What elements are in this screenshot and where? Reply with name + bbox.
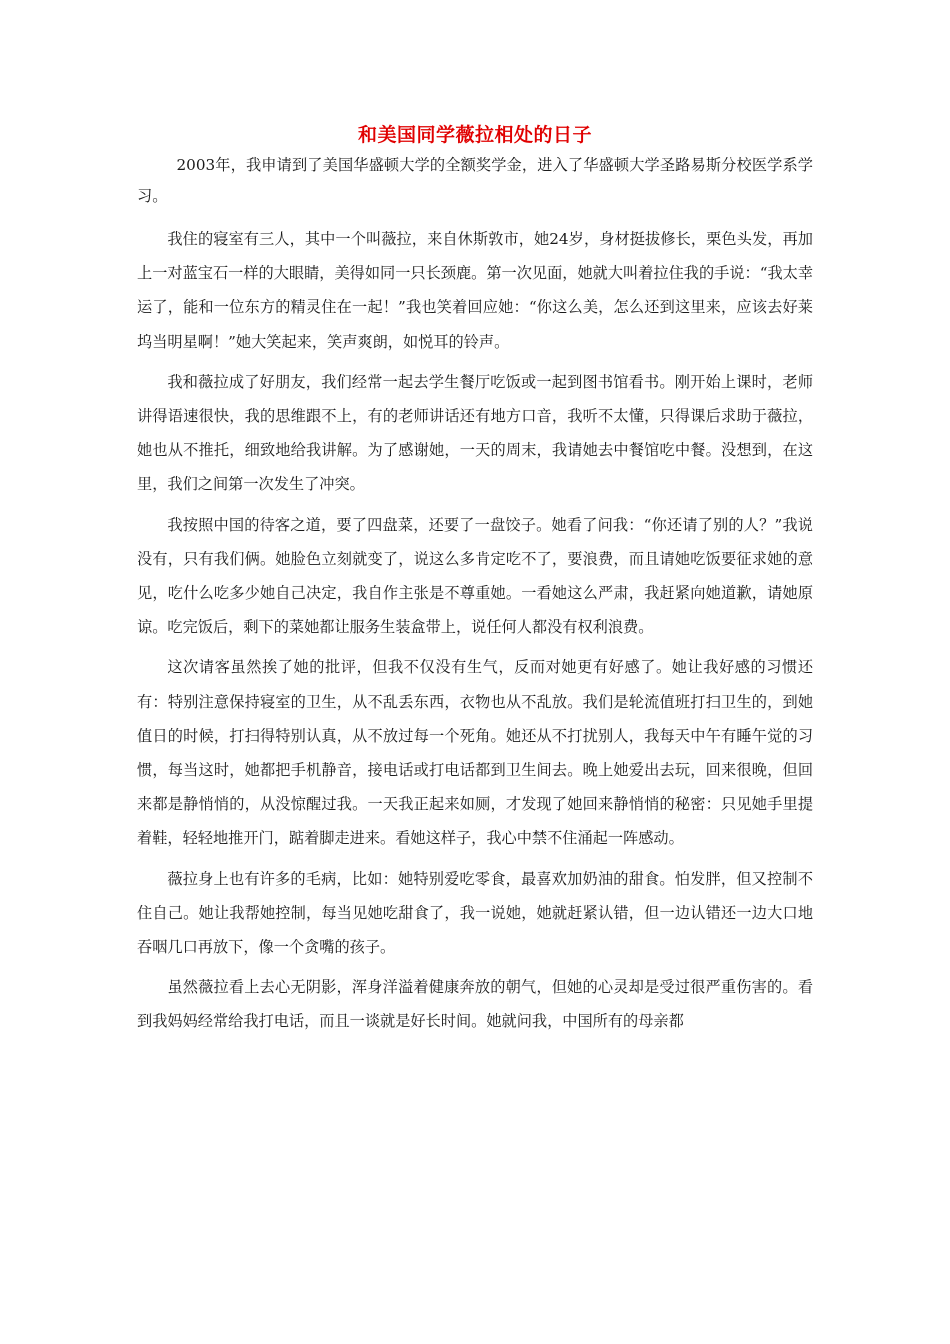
paragraph: 我和薇拉成了好朋友，我们经常一起去学生餐厅吃饭或一起到图书馆看书。刚开始上课时，老师讲得语速很快，我的思维跟不上，有的老师讲话还有地方口音，我听不太懂，只得课后求助于薇拉，她也从不推托，细致地给我讲解。为了感谢她，一天的周末，我请她去中餐馆吃中餐。没想到，在这里，我们之间第一次发生了冲突。	[137, 372, 813, 494]
paragraph: 我按照中国的待客之道，要了四盘菜，还要了一盘饺子。她看了问我：“你还请了别的人？”我说没有，只有我们俩。她脸色立刻就变了，说这么多肯定吃不了，要浪费，而且请她吃饭要征求她的意见，吃什么吃多少她自己决定，我自作主张是不尊重她。一看她这么严肃，我赶紧向她道歉，请她原谅。吃完饭后，剩下的菜她都让服务生装盒带上，说任何人都没有权利浪费。	[137, 515, 813, 637]
paragraph: 这次请客虽然挨了她的批评，但我不仅没有生气，反而对她更有好感了。她让我好感的习惯还有：特别注意保持寝室的卫生，从不乱丢东西，衣物也从不乱放。我们是轮流值班打扫卫生的，到她值日的时候，打扫得特别认真，从不放过每一个死角。她还从不打扰别人，我每天中午有睡午觉的习惯，每当这时，她都把手机静音，接电话或打电话都到卫生间去。晚上她爱出去玩，回来很晚，但回来都是静悄悄的，从没惊醒过我。一天我正起来如厕，才发现了她回来静悄悄的秘密：只见她手里提着鞋，轻轻地推开门，踮着脚走进来。看她这样子，我心中禁不住涌起一阵感动。	[137, 658, 813, 848]
document-body	[137, 150, 813, 1045]
paragraph: 2003年，我申请到了美国华盛顿大学的全额奖学金，进入了华盛顿大学圣路易斯分校医学系学习。	[137, 156, 813, 205]
paragraph: 虽然薇拉看上去心无阴影，浑身洋溢着健康奔放的朝气，但她的心灵却是受过很严重伤害的。看到我妈妈经常给我打电话，而且一谈就是好长时间。她就问我，中国所有的母亲都	[137, 978, 813, 1031]
paragraph: 我住的寝室有三人，其中一个叫薇拉，来自休斯敦市，她24岁，身材挺拔修长，栗色头发，再加上一对蓝宝石一样的大眼睛，美得如同一只长颈鹿。第一次见面，她就大叫着拉住我的手说：“我太幸运了，能和一位东方的精灵住在一起！”我也笑着回应她：“你这么美，怎么还到这里来，应该去好莱坞当明星啊！”她大笑起来，笑声爽朗，如悦耳的铃声。	[137, 230, 814, 351]
paragraph: 薇拉身上也有许多的毛病，比如：她特别爱吃零食，最喜欢加奶油的甜食。怕发胖，但又控制不住自己。她让我帮她控制，每当见她吃甜食了，我一说她，她就赶紧认错，但一边认错还一边大口地吞咽几口再放下，像一个贪嘴的孩子。	[137, 869, 813, 957]
document-title: 和美国同学薇拉相处的日子	[357, 124, 592, 146]
